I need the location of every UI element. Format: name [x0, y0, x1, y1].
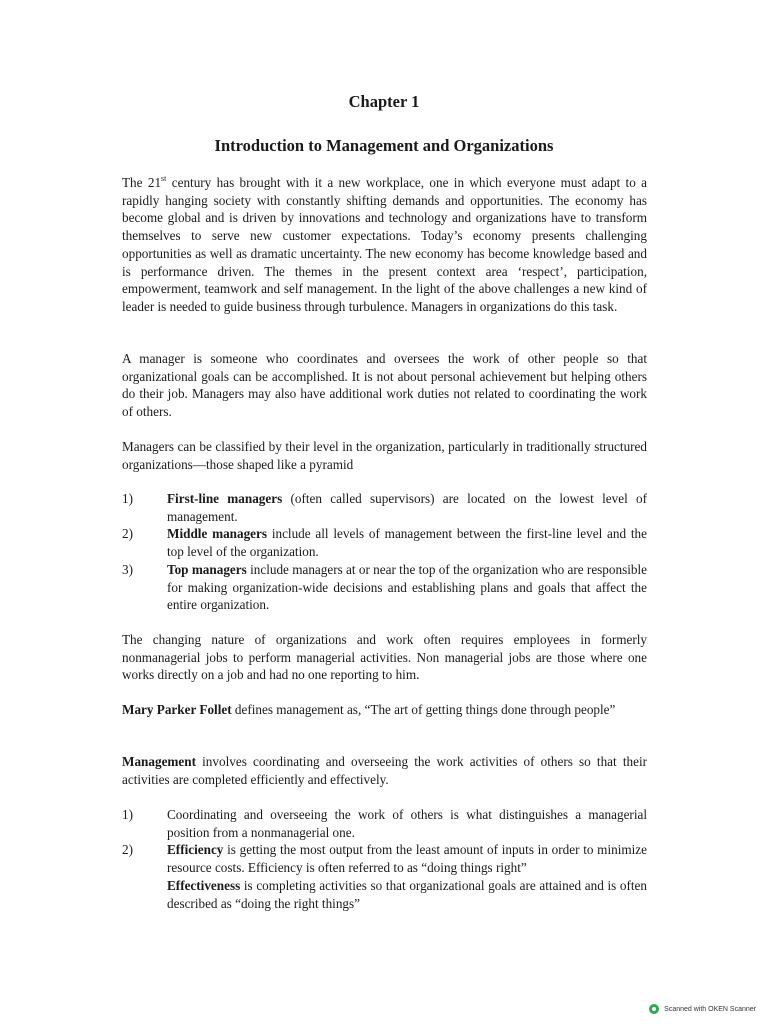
- term-management: Management: [122, 754, 196, 769]
- nonmanagerial-text: The changing nature of organizations and work often requires employees in formerly nonmanagerial jobs to perform managerial activities. Non managerial jobs are those where one works directly on a job and had no one reporting to him.: [122, 632, 647, 683]
- efficiency-description: is getting the most output from the least amount of inputs in order to minimize resource costs. Efficiency is often referred to as “doing things right”: [167, 842, 647, 876]
- management-definition-paragraph: [122, 753, 647, 788]
- list-item: [122, 525, 647, 560]
- list-item-description: include managers at or near the top of the organization who are responsible for making organization-wide decisions and establishing plans and goals that affect the entire organization.: [167, 561, 647, 613]
- nonmanagerial-paragraph: [122, 631, 647, 684]
- term-top-managers: Top managers: [167, 561, 247, 577]
- list-item-description: include all levels of management between the first-line level and the top level of the organization.: [167, 526, 647, 560]
- list-item: [122, 806, 647, 841]
- term-mary-parker-follet: Mary Parker Follet: [122, 702, 232, 717]
- manager-definition-text: A manager is someone who coordinates and oversees the work of other people so that organizational goals can be accomplished. It is not about personal achievement but helping others do their job. Managers may also have additional work duties not related to coordinating the work of others.: [122, 351, 647, 420]
- watermark-text: Scanned with OKEN Scanner: [664, 1005, 756, 1013]
- list-item-text: Coordinating and overseeing the work of others is what distinguishes a managerial position from a nonmanagerial one.: [167, 807, 647, 840]
- effectiveness-description: is completing activities so that organizational goals are attained and is often described as “doing the right things”: [167, 877, 647, 911]
- ordinal-suffix: st: [161, 174, 167, 183]
- management-points-list: [122, 806, 647, 912]
- intro-text-start: The 21: [122, 175, 162, 190]
- term-first-line-managers: First-line managers: [167, 491, 283, 506]
- list-item-text: [167, 490, 647, 525]
- chapter-heading: Chapter 1: [348, 92, 420, 111]
- list-number: 1): [122, 491, 133, 506]
- intro-paragraph: [122, 174, 647, 316]
- term-middle-managers: Middle managers: [167, 526, 268, 542]
- chapter-title: Introduction to Management and Organizations: [214, 136, 554, 155]
- follet-definition-paragraph: [122, 701, 647, 719]
- list-number: 1): [122, 807, 133, 822]
- list-item-text: [167, 561, 647, 614]
- list-number: 2): [122, 526, 133, 542]
- list-item: [122, 841, 647, 912]
- scanner-watermark: [649, 1004, 756, 1014]
- list-item: [122, 490, 647, 525]
- list-item-description: (often called supervisors) are located on the lowest level of management.: [167, 491, 647, 524]
- list-number: 2): [122, 842, 133, 858]
- list-number: 3): [122, 561, 133, 577]
- term-effectiveness: Effectiveness: [167, 877, 241, 893]
- intro-text-rest: century has brought with it a new workplace, one in which everyone must adapt to a rapidly hanging society with constantly shifting demands and opportunities. The economy has become global and is driven by innovations and technology and organizations have to transform themselves to serve new customer expectations. Today’s economy presents challenging opportunities as well as dramatic uncertainty. The new economy has become knowledge based and is performance driven. The themes in the present context area ‘respect’, participation, empowerment, teamwork and self management. In the light of the above challenges a new kind of leader is needed to guide business through turbulence. Managers in organizations do this task.: [122, 175, 647, 314]
- term-efficiency: Efficiency: [167, 842, 224, 858]
- manager-levels-intro-text: Managers can be classified by their level in the organization, particularly in traditionally structured organizations—those shaped like a pyramid: [122, 439, 647, 472]
- follet-definition-text: defines management as, “The art of getting things done through people”: [231, 702, 616, 717]
- list-item: [122, 561, 647, 614]
- manager-levels-intro: [122, 438, 647, 473]
- manager-levels-list: [122, 490, 647, 614]
- oken-scanner-logo-icon: [649, 1004, 659, 1014]
- manager-definition-paragraph: [122, 350, 647, 421]
- management-definition-text: involves coordinating and overseeing the work activities of others so that their activities are completed efficiently and effectively.: [122, 754, 647, 787]
- list-item-text: [167, 841, 647, 912]
- list-item-text: [167, 525, 647, 560]
